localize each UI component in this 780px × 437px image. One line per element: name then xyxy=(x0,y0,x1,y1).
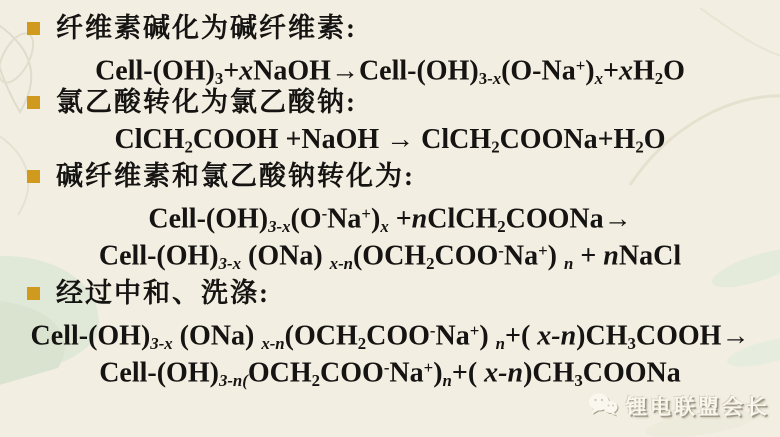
equation-segment: O xyxy=(643,124,666,155)
bullet-text: 纤维素碱化为碱纤维素: xyxy=(56,13,357,43)
equation-segment: +( xyxy=(451,357,485,389)
equation-segment: OCH xyxy=(247,357,312,389)
slide-content xyxy=(0,10,780,391)
equation-segment: COOH +NaOH → ClCH xyxy=(192,124,492,155)
equation-segment: Cell-(OH) xyxy=(30,320,151,352)
bullet-square-icon xyxy=(27,22,40,35)
equation-segment: n xyxy=(603,240,619,272)
equation-segment: COOH→ xyxy=(635,320,750,352)
equation-segment: + xyxy=(388,203,412,235)
equation-segment: n xyxy=(495,334,505,354)
equation-segment: (O xyxy=(290,203,322,235)
equation-segment: 2 xyxy=(357,334,367,354)
equation-segment: x xyxy=(594,69,604,89)
equation-segment: + xyxy=(469,321,480,340)
equation-segment: (OCH xyxy=(284,320,358,352)
equation-segment: ) xyxy=(479,320,496,352)
equation-segment: Na xyxy=(327,203,362,235)
equation-segment: NaCl xyxy=(618,240,682,272)
equation-segment: n xyxy=(411,203,428,235)
equation-segment: x xyxy=(239,55,254,87)
equation-segment: x-n xyxy=(261,334,285,354)
equation-segment: + xyxy=(361,204,371,223)
equation-segment: 3-x xyxy=(218,254,242,274)
equation-segment: + xyxy=(423,358,434,377)
bullet-line xyxy=(0,10,780,47)
equation-line xyxy=(0,47,780,89)
watermark xyxy=(588,391,770,421)
equation-segment: )CH xyxy=(523,357,575,389)
wechat-icon xyxy=(588,392,618,421)
equation-segment: Cell-(OH) xyxy=(99,357,219,389)
equation-segment: 2 xyxy=(426,254,435,274)
equation-segment: x-n xyxy=(329,254,353,274)
equation-line xyxy=(0,232,780,274)
bullet-line xyxy=(0,275,780,312)
bullet-line xyxy=(0,158,780,195)
equation-segment: n xyxy=(563,254,574,274)
equation-segment: 2 xyxy=(184,137,193,157)
equation-segment: H xyxy=(632,55,655,87)
equation-segment: ) xyxy=(370,203,381,235)
equation-segment: + xyxy=(223,55,240,87)
bullet-text: 氯乙酸转化为氯乙酸钠: xyxy=(56,87,357,117)
equation-segment: 3-x xyxy=(150,334,173,354)
equation-segment: x xyxy=(492,69,502,89)
watermark-text: 锂电联盟会长 xyxy=(626,396,770,419)
equation-segment: COO xyxy=(366,320,430,352)
equation-segment: Na xyxy=(503,240,539,272)
bullet-square-icon xyxy=(27,287,40,300)
equation-segment: )CH xyxy=(576,320,628,352)
equation-segment: 3-x xyxy=(268,217,291,237)
equation-segment: COO xyxy=(320,357,384,389)
equation-segment: ) xyxy=(585,55,595,87)
equation-segment: ) xyxy=(433,357,443,389)
equation-segment: Na xyxy=(435,320,470,352)
equation-segment: NaOH→Cell-(OH) xyxy=(253,55,479,87)
equation-segment: + xyxy=(538,241,548,260)
equation-line xyxy=(0,195,780,237)
equation-segment: - xyxy=(321,204,328,223)
equation-segment: O xyxy=(663,55,685,87)
equation-segment: - xyxy=(498,241,504,260)
equation-segment: 3 xyxy=(574,371,583,391)
equation-segment: (ONa) xyxy=(241,240,330,272)
equation-segment: (ONa) xyxy=(172,320,262,352)
bullet-text: 碱纤维素和氯乙酸钠转化为: xyxy=(56,161,415,191)
equation-segment: + xyxy=(603,55,619,87)
equation-segment: ClCH xyxy=(114,124,185,155)
equation-segment: ClCH xyxy=(427,203,498,235)
equation-segment: (O-Na xyxy=(501,55,576,87)
equation-segment: COONa xyxy=(582,357,681,389)
equation-segment: COONa→ xyxy=(505,203,632,235)
equation-segment: - xyxy=(429,321,436,340)
bullet-square-icon xyxy=(27,170,40,183)
equation-segment: x xyxy=(618,55,633,87)
equation-segment: COO xyxy=(434,240,499,272)
equation-segment: - xyxy=(383,358,390,377)
equation-segment: Cell-(OH) xyxy=(95,55,215,87)
equation-line xyxy=(0,121,780,158)
equation-line xyxy=(0,312,780,354)
equation-segment: x-n xyxy=(537,320,577,352)
equation-segment: 3 xyxy=(214,69,224,89)
equation-segment: + xyxy=(575,56,586,75)
equation-segment: Cell-(OH) xyxy=(98,240,219,272)
equation-segment: 2 xyxy=(491,137,500,157)
equation-segment: x xyxy=(380,217,389,237)
equation-segment: 2 xyxy=(311,371,321,391)
equation-segment: 3 xyxy=(627,334,636,354)
equation-segment: ) xyxy=(547,240,564,272)
bullet-text: 经过中和、洗涤: xyxy=(56,278,270,308)
bullet-square-icon xyxy=(27,96,40,109)
equation-segment: +( xyxy=(504,320,538,352)
equation-segment: Na xyxy=(389,357,424,389)
equation-segment: Cell-(OH) xyxy=(148,203,269,235)
equation-line xyxy=(0,349,780,391)
equation-segment: 2 xyxy=(497,217,506,237)
equation-segment: COONa+H xyxy=(499,124,636,155)
equation-segment: 3- xyxy=(478,69,493,89)
equation-segment: (OCH xyxy=(352,240,427,272)
bullet-line xyxy=(0,84,780,121)
equation-segment: n xyxy=(442,371,452,391)
equation-segment: x-n xyxy=(484,357,524,389)
equation-segment: 2 xyxy=(635,137,644,157)
equation-segment: 2 xyxy=(654,69,664,89)
equation-segment: + xyxy=(573,240,604,272)
equation-segment: 3-n( xyxy=(218,371,248,391)
